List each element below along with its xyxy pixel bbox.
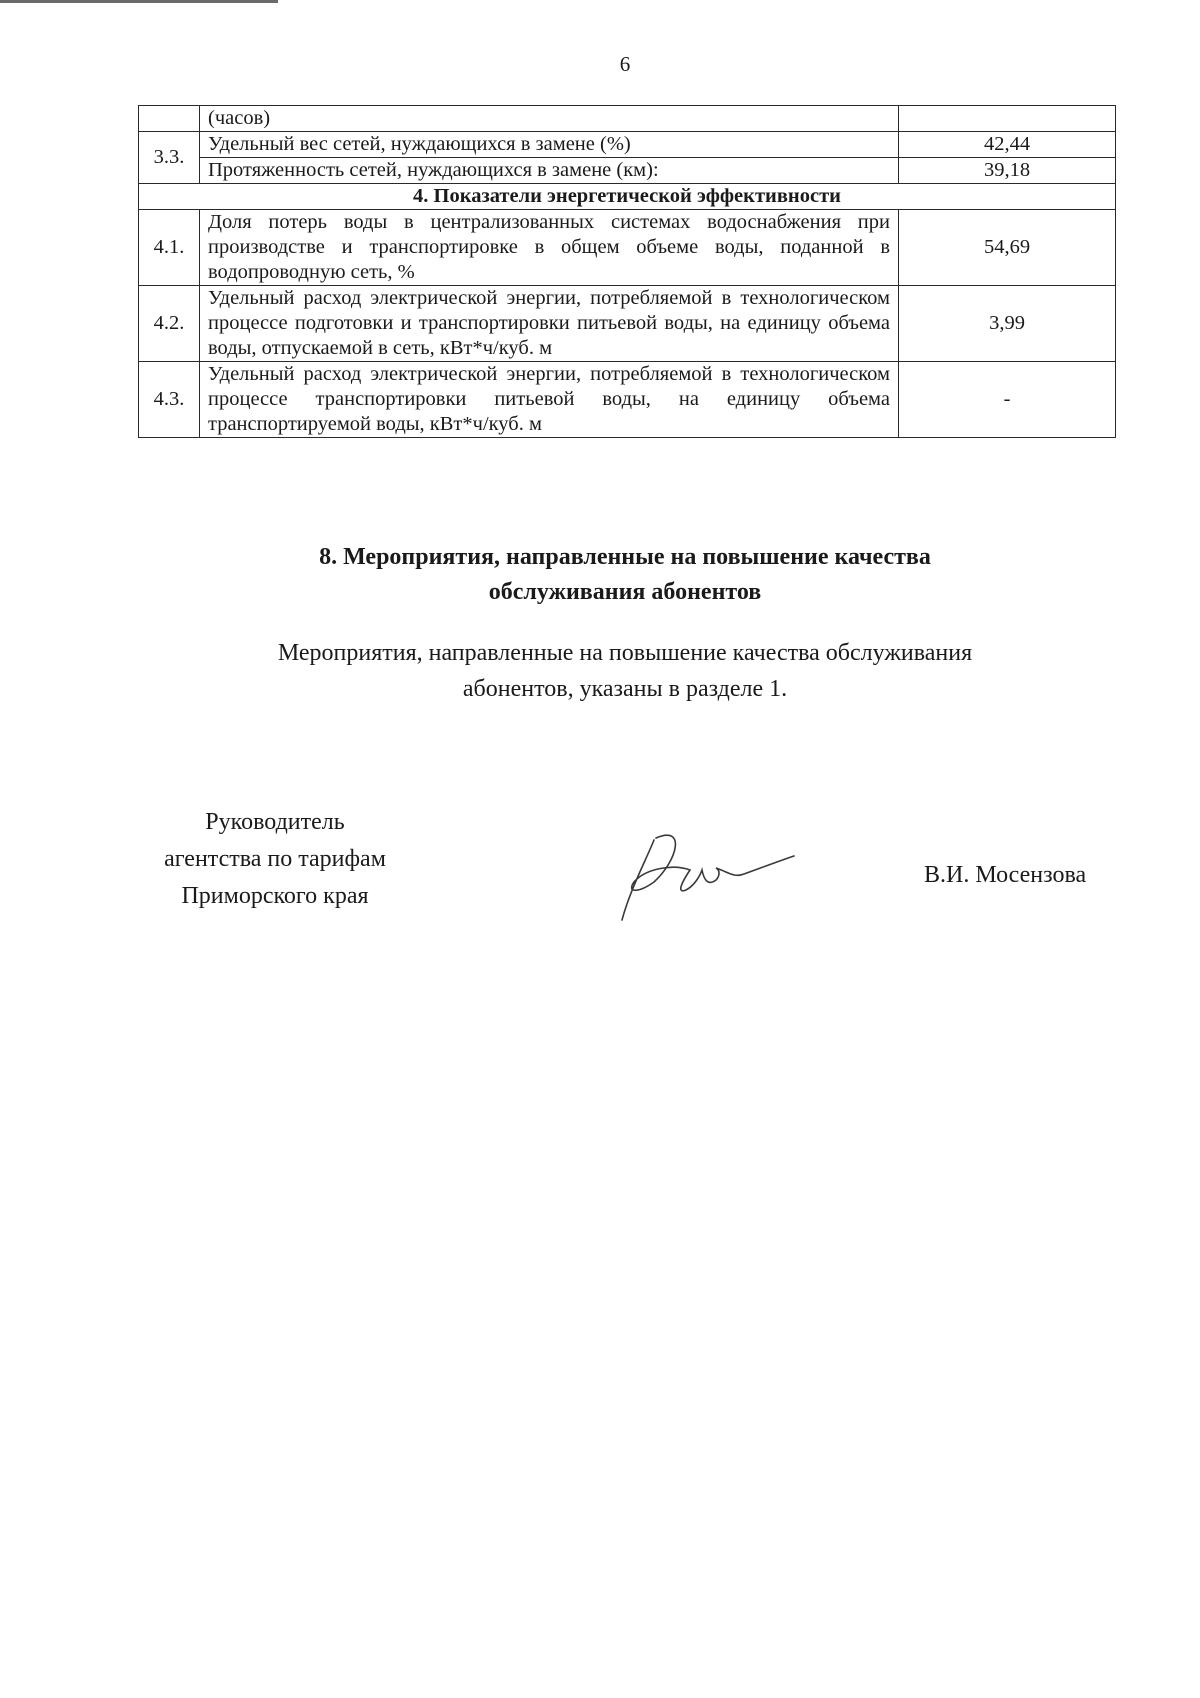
heading-line: 8. Мероприятия, направленные на повышение качества [319,544,931,570]
signatory-title [130,804,420,915]
row-description: Удельный расход электрической энергии, потребляемой в технологическом процессе транспортировки питьевой воды, на единицу объема транспортируемой воды, кВт*ч/куб. м [200,362,899,438]
row-description: Удельный вес сетей, нуждающихся в замене (%) [200,132,899,158]
row-value: - [899,362,1116,438]
row-value: 42,44 [899,132,1116,158]
table-section-row [139,184,1116,210]
table-row [139,158,1116,184]
signatory-name: В.И. Мосензова [924,862,1087,888]
section-8-text [0,635,1200,707]
heading-line: обслуживания абонентов [488,579,762,605]
table-row [139,210,1116,286]
section-heading: 4. Показатели энергетической эффективности [139,184,1116,210]
title-line: Руководитель [205,809,345,835]
text-line: Мероприятия, направленные на повышение качества обслуживания [277,640,973,666]
row-value [899,106,1116,132]
row-description: Доля потерь воды в централизованных системах водоснабжения при производстве и транспортировке в общем объеме воды, поданной в водопроводную сеть, % [200,210,899,286]
handwritten-signature [616,820,796,930]
row-number: 4.2. [139,286,200,362]
row-description: Протяженность сетей, нуждающихся в замене (км): [200,158,899,184]
indicators-table [138,105,1116,438]
row-number: 3.3. [139,132,200,184]
text-line: абонентов, указаны в разделе 1. [462,676,788,702]
row-description: (часов) [200,106,899,132]
table-row [139,106,1116,132]
page-number: 6 [619,52,631,76]
row-value: 39,18 [899,158,1116,184]
section-8-heading [0,540,1200,610]
row-number: 4.1. [139,210,200,286]
title-line: агентства по тарифам [164,846,386,872]
table-row [139,132,1116,158]
table-row [139,362,1116,438]
row-number: 4.3. [139,362,200,438]
row-description: Удельный расход электрической энергии, потребляемой в технологическом процессе подготовки и транспортировки питьевой воды, на единицу объема воды, отпускаемой в сеть, кВт*ч/куб. м [200,286,899,362]
table-row [139,286,1116,362]
row-value: 3,99 [899,286,1116,362]
row-number-cell [139,106,200,132]
title-line: Приморского края [181,883,369,909]
scan-edge-line [0,0,278,3]
row-value: 54,69 [899,210,1116,286]
